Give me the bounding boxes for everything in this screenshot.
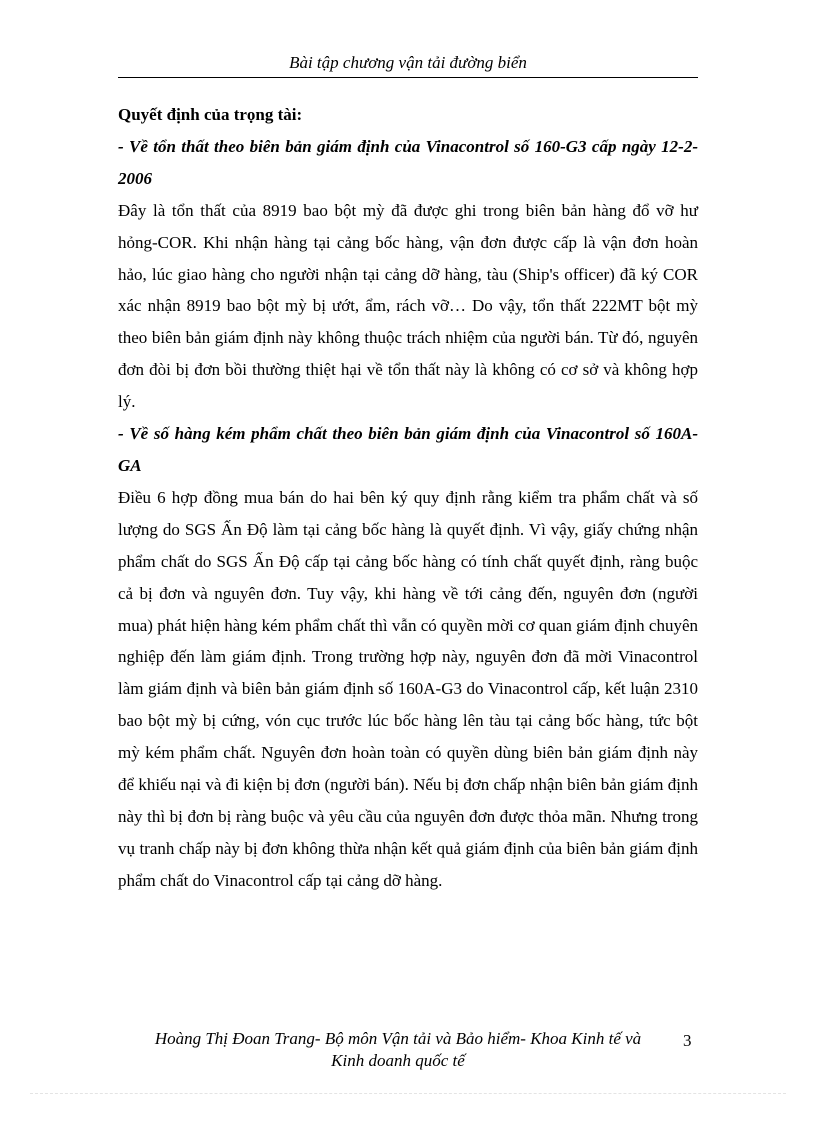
page-header: Bài tập chương vận tải đường biển — [289, 53, 527, 72]
decision-heading: Quyết định của trọng tài: — [118, 105, 303, 124]
document-body — [118, 99, 698, 897]
page-footer — [118, 1028, 678, 1072]
page-number: 3 — [683, 1031, 692, 1050]
section-2-title: - Về số hàng kém phẩm chất theo biên bản giám định của Vinacontrol số 160A-GA — [118, 424, 698, 475]
footer-faculty-line: Kinh doanh quốc tế — [331, 1051, 465, 1070]
section-1-title: - Về tổn thất theo biên bản giám định của Vinacontrol số 160-G3 cấp ngày 12-2-2006 — [118, 136, 698, 188]
header-divider — [118, 77, 698, 78]
page-bottom-divider — [30, 1093, 786, 1094]
section-2-paragraph: Điều 6 hợp đồng mua bán do hai bên ký quy định rằng kiểm tra phẩm chất và số lượng do SGS Ấn Độ làm tại cảng bốc hàng là quyết định. Vì vậy, giấy chứng nhận phẩm chất do SGS Ấn Độ cấp tại cảng bốc hàng có tính chất quyết định, ràng buộc cả bị đơn và nguyên đơn. Tuy vậy, khi hàng về tới cảng đến, nguyên đơn (người mua) phát hiện hàng kém phẩm chất thì vẫn có quyền mời cơ quan giám định chuyên nghiệp đến làm giám định. Trong trường hợp này, nguyên đơn đã mời Vinacontrol làm giám định và biên bản giám định số 160A-G3 do Vinacontrol cấp, kết luận 2310 bao bột mỳ bị cứng, vón cục trước lúc bốc hàng lên tàu tại cảng bốc hàng, tức bột mỳ kém phẩm chất. Nguyên đơn hoàn toàn có quyền dùng biên bản giám định này để khiếu nại và đi kiện bị đơn (người bán). Nếu bị đơn chấp nhận biên bản giám định này thì bị đơn bị ràng buộc và yêu cầu của nguyên đơn được thỏa mãn. Nhưng trong vụ tranh chấp này bị đơn không thừa nhận kết quả giám định của biên bản giám định phẩm chất do Vinacontrol cấp tại cảng dỡ hàng. — [118, 487, 698, 890]
section-1-paragraph: Đây là tổn thất của 8919 bao bột mỳ đã được ghi trong biên bản hàng đổ vỡ hư hỏng-COR. Khi nhận hàng tại cảng bốc hàng, vận đơn được cấp là vận đơn hoàn hảo, lúc giao hàng cho người nhận tại cảng dỡ hàng, tàu (Ship's officer) đã ký COR xác nhận 8919 bao bột mỳ bị ướt, ẩm, rách vỡ… Do vậy, tổn thất 222MT bột mỳ theo biên bản giám định này không thuộc trách nhiệm của người bán. Từ đó, nguyên đơn đòi bị đơn bồi thường thiệt hại về tổn thất này là không có cơ sở và không hợp lý. — [118, 200, 698, 412]
footer-author-line: Hoàng Thị Đoan Trang- Bộ môn Vận tải và Bảo hiểm- Khoa Kinh tế và — [154, 1029, 642, 1048]
